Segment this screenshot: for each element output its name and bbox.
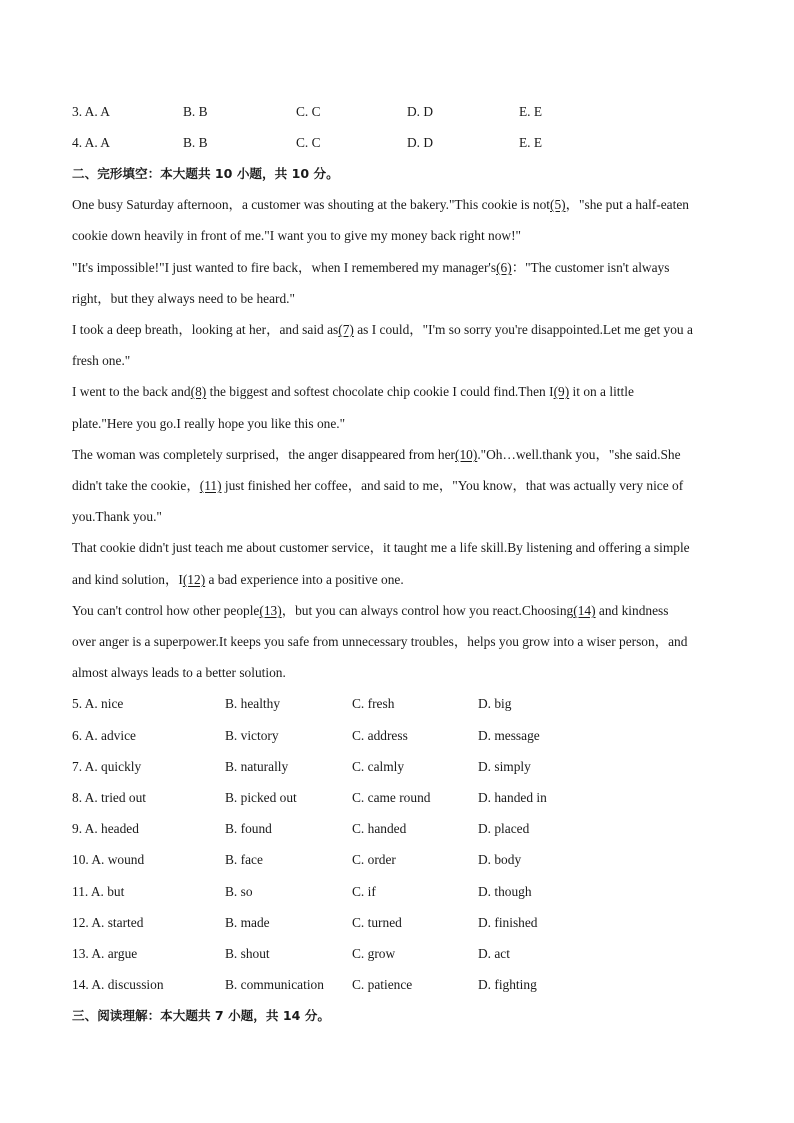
option-c: C. C [296, 104, 321, 119]
option-c[interactable]: C. fresh [352, 696, 395, 711]
option-c: C. C [296, 135, 321, 150]
option-d: D. D [407, 135, 434, 150]
option-d[interactable]: D. message [478, 728, 540, 743]
blank-12[interactable]: (12) [182, 572, 206, 587]
option-b: B. B [183, 135, 208, 150]
section-2-heading: 二、完形填空：本大题共 10 小题，共 10 分。 [72, 166, 339, 181]
blank-5[interactable]: (5) [550, 197, 566, 212]
option-a[interactable]: 7. A. quickly [72, 759, 142, 774]
option-b[interactable]: B. shout [225, 946, 270, 961]
passage-line: "It's impossible!"I just wanted to fire back，when I remembered my manager's(6)："The customer isn't always [72, 260, 670, 275]
option-a[interactable]: 14. A. discussion [72, 977, 164, 992]
passage-line: That cookie didn't just teach me about customer service，it taught me a life skill.By listening and offering a simple [72, 540, 690, 555]
option-a[interactable]: 6. A. advice [72, 728, 136, 743]
passage-line: you.Thank you." [72, 509, 162, 524]
passage-line: almost always leads to a better solution. [72, 665, 286, 680]
option-c[interactable]: C. handed [352, 821, 407, 836]
option-d[interactable]: D. act [478, 946, 510, 961]
blank-13[interactable]: (13) [259, 603, 282, 618]
option-a[interactable]: 13. A. argue [72, 946, 138, 961]
option-c[interactable]: C. patience [352, 977, 413, 992]
option-a[interactable]: 5. A. nice [72, 696, 124, 711]
option-d[interactable]: D. simply [478, 759, 531, 774]
passage-line: over anger is a superpower.It keeps you safe from unnecessary troubles，helps you grow into a wiser person，and [72, 634, 688, 649]
blank-8[interactable]: (8) [190, 384, 207, 399]
option-c[interactable]: C. turned [352, 915, 402, 930]
option-e: E. E [519, 135, 543, 150]
blank-9[interactable]: (9) [553, 384, 570, 399]
passage-line: didn't take the cookie，(11) just finished her coffee，and said to me，"You know，that was actually very nice of [72, 478, 684, 493]
option-d[interactable]: D. handed in [478, 790, 547, 805]
option-b[interactable]: B. healthy [225, 696, 281, 711]
passage-line: plate."Here you go.I really hope you like this one." [72, 416, 346, 431]
option-b[interactable]: B. picked out [225, 790, 297, 805]
option-c[interactable]: C. if [352, 884, 376, 899]
option-c[interactable]: C. came round [352, 790, 431, 805]
option-b: B. B [183, 104, 208, 119]
option-a[interactable]: 12. A. started [72, 915, 144, 930]
blank-6[interactable]: (6) [496, 260, 512, 275]
option-c[interactable]: C. grow [352, 946, 396, 961]
option-a[interactable]: 8. A. tried out [72, 790, 147, 805]
question-number: 3. A. A [72, 104, 110, 119]
passage-line: I took a deep breath，looking at her，and said as(7) as I could，"I'm so sorry you're disappointed.Let me get you a [72, 322, 693, 337]
option-a[interactable]: 10. A. wound [72, 852, 145, 867]
option-b[interactable]: B. victory [225, 728, 279, 743]
option-d[interactable]: D. placed [478, 821, 530, 836]
option-d[interactable]: D. though [478, 884, 532, 899]
option-d[interactable]: D. big [478, 696, 512, 711]
passage-line: right，but they always need to be heard." [72, 291, 295, 306]
passage-line: I went to the back and(8) the biggest and softest chocolate chip cookie I could find.Then I(9) it on a little [72, 384, 634, 399]
passage-line: You can't control how other people(13)，but you can always control how you react.Choosing(14) and kindness [72, 603, 669, 618]
option-b[interactable]: B. naturally [225, 759, 289, 774]
blank-11[interactable]: (11) [199, 478, 222, 493]
option-b[interactable]: B. face [225, 852, 263, 867]
option-b[interactable]: B. communication [225, 977, 324, 992]
section-3-heading: 三、阅读理解：本大题共 7 小题，共 14 分。 [72, 1008, 330, 1023]
option-a[interactable]: 11. A. but [72, 884, 125, 899]
blank-7[interactable]: (7) [338, 322, 354, 337]
passage-line: and kind solution，I(12) a bad experience into a positive one. [72, 572, 404, 587]
option-d[interactable]: D. fighting [478, 977, 537, 992]
passage-line: fresh one." [72, 353, 131, 368]
option-c[interactable]: C. address [352, 728, 408, 743]
blank-10[interactable]: (10) [455, 447, 478, 462]
option-b[interactable]: B. made [225, 915, 270, 930]
option-c[interactable]: C. order [352, 852, 396, 867]
question-number: 4. A. A [72, 135, 110, 150]
option-e: E. E [519, 104, 543, 119]
option-d[interactable]: D. body [478, 852, 522, 867]
passage-line: One busy Saturday afternoon，a customer was shouting at the bakery."This cookie is not(5)，"she put a half-eaten [72, 197, 689, 212]
blank-14[interactable]: (14) [573, 603, 596, 618]
option-c[interactable]: C. calmly [352, 759, 405, 774]
option-d: D. D [407, 104, 434, 119]
passage-line: The woman was completely surprised，the anger disappeared from her(10)."Oh…well.thank you，"she said.She [72, 447, 681, 462]
passage-line: cookie down heavily in front of me."I want you to give my money back right now!" [72, 228, 522, 243]
option-b[interactable]: B. found [225, 821, 272, 836]
option-a[interactable]: 9. A. headed [72, 821, 139, 836]
option-d[interactable]: D. finished [478, 915, 538, 930]
option-b[interactable]: B. so [225, 884, 253, 899]
